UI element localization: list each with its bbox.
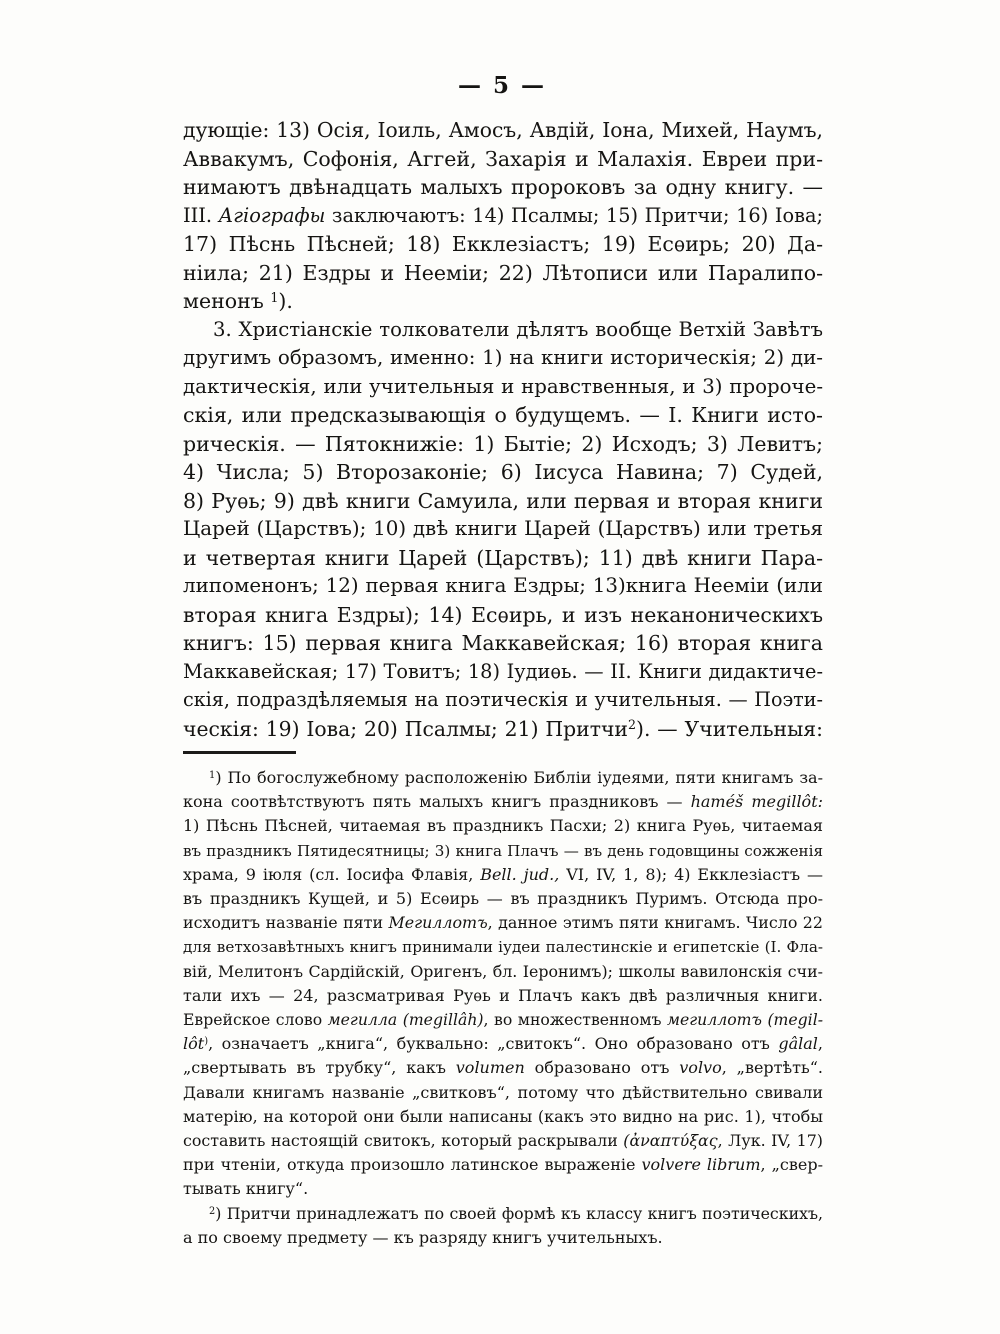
text-line: $^2$) Притчи принадлежатъ по своей формѣ къ классу книгъ поэтическихъ, (209, 1203, 823, 1223)
text-line: ніила; 21) Ездры и Нееміи; 22) Лѣтописи или Паралипо- (183, 260, 823, 285)
text-line: рическія. — Пятокнижіе: 1) Бытіе; 2) Исходъ; 3) Левитъ; (183, 431, 823, 456)
text-line: а по своему предмету — къ разряду книгъ учительныхъ. (183, 1227, 663, 1247)
text-line: составить настоящій свитокъ, который раскрывали (ἀναπτύξας, Лук. IV, 17) (183, 1131, 823, 1151)
text-line: храма, 9 іюля (сл. Іосифа Флавія, Bell. jud., VI, IV, 1, 8); 4) Екклезіастъ — (183, 864, 823, 884)
text-line: Маккавейская; 17) Товитъ; 18) Іудиѳь. — II. Книги дидактиче- (183, 659, 823, 683)
text-line: „свертывать въ трубку“, какъ volumen образовано отъ volvo, „вертѣть“. (183, 1058, 823, 1078)
text-line: lôt), означаетъ „книга“, буквально: „свитокъ“. Оно образовано отъ gâlal, (183, 1034, 823, 1054)
text-line: 4) Числа; 5) Второзаконіе; 6) Іисуса Навина; 7) Судей, (183, 460, 823, 484)
text-line: скія, или предсказывающія о будущемъ. — I. Книги исто- (183, 403, 823, 427)
text-line: въ праздникъ Пятидесятницы; 3) книга Плачъ — въ день годовщины сожженія (183, 841, 823, 860)
text-line: дактическія, или учительныя и нравственныя, и 3) пророче- (183, 374, 823, 398)
text-line: для ветхозавѣтныхъ книгъ принимали іудеи палестинскіе и египетскіе (І. Фла- (183, 938, 823, 957)
text-line: Еврейское слово мегилла (megillâh), во множественномъ мегиллотъ (megil- (183, 1010, 823, 1030)
paragraph (183, 1202, 823, 1250)
text-line: книгъ: 15) первая книга Маккавейская; 16) вторая книга (183, 631, 823, 655)
text-line: скія, подраздѣляемыя на поэтическія и учительныя. — Поэти- (183, 688, 823, 711)
text-line: менонъ $^1$). (183, 289, 293, 313)
text-line: тывать книгу“. (183, 1179, 309, 1199)
text-line: нимаютъ двѣнадцать малыхъ пророковъ за одну книгу. — (183, 175, 823, 199)
main-text-block (183, 116, 823, 743)
text-line: вій, Мелитонъ Сардійскій, Оригенъ, бл. Іеронимъ); школы вавилонскія счи- (183, 961, 823, 981)
text-line: кона соотвѣтствуютъ пять малыхъ книгъ праздниковъ — haméš megillôt: (183, 792, 824, 812)
text-line: матерію, на которой они были написаны (какъ это видно на рис. 1), чтобы (183, 1106, 823, 1126)
text-line: Царей (Царствъ); 10) двѣ книги Царей (Царствъ) или третья (183, 517, 823, 540)
text-line: вторая книга Ездры); 14) Есѳирь, и изъ неканоническихъ (183, 602, 823, 627)
text-line: дующіе: 13) Осія, Іоиль, Амосъ, Авдій, Іона, Михей, Наумъ, (183, 118, 823, 142)
text-line: Аввакумъ, Софонія, Аггей, Захарія и Малахія. Евреи при- (183, 146, 823, 171)
text-line: ческія: 19) Іова; 20) Псалмы; 21) Притчи$^2$). — Учительныя: (183, 716, 823, 741)
text-line: 8) Руѳь; 9) двѣ книги Самуила, или первая и вторая книги (183, 488, 823, 513)
text-line: Давали книгамъ названіе „свитковъ“, потому что дѣйствительно свивали (183, 1082, 823, 1102)
text-line: III. Агіографы заключаютъ: 14) Псалмы; 15) Притчи; 16) Іова; (183, 203, 824, 227)
page-number: — 5 — (457, 72, 547, 99)
text-line: другимъ образомъ, именно: 1) на книги историческія; 2) ди- (183, 346, 823, 369)
text-line: 1) Пѣснь Пѣсней, читаемая въ праздникъ Пасхи; 2) книга Руѳь, читаемая (183, 816, 823, 836)
footnotes-block (183, 766, 823, 1250)
paragraph (183, 766, 823, 1202)
text-line: при чтеніи, откуда произошло латинское выраженіе volvere librum, „свер- (183, 1155, 824, 1175)
text-line: 3. Христіанскіе толкователи дѣлятъ вообще Ветхій Завѣтъ (213, 317, 823, 341)
text-line: $^1$) По богослужебному расположенію Библіи іудеями, пяти книгамъ за- (209, 768, 823, 787)
text-line: 17) Пѣснь Пѣсней; 18) Екклезіастъ; 19) Есѳирь; 20) Да- (183, 232, 823, 256)
text-line: липоменонъ; 12) первая книга Ездры; 13)книга Нееміи (или (183, 574, 823, 597)
text-line: исходитъ названіе пяти Мегиллотъ, данное этимъ пяти книгамъ. Число 22 (183, 913, 823, 933)
text-line: и четвертая книги Царей (Царствъ); 11) двѣ книги Пара- (183, 545, 823, 570)
text-line: въ праздникъ Кущей, и 5) Есѳирь — въ праздникъ Пуримъ. Отсюда про- (183, 889, 823, 909)
paragraph (183, 316, 823, 744)
text-line: тали ихъ — 24, разсматривая Руѳь и Плачъ какъ двѣ различныя книги. (183, 985, 823, 1005)
paragraph (183, 116, 823, 316)
footnote-separator-rule (183, 751, 296, 754)
